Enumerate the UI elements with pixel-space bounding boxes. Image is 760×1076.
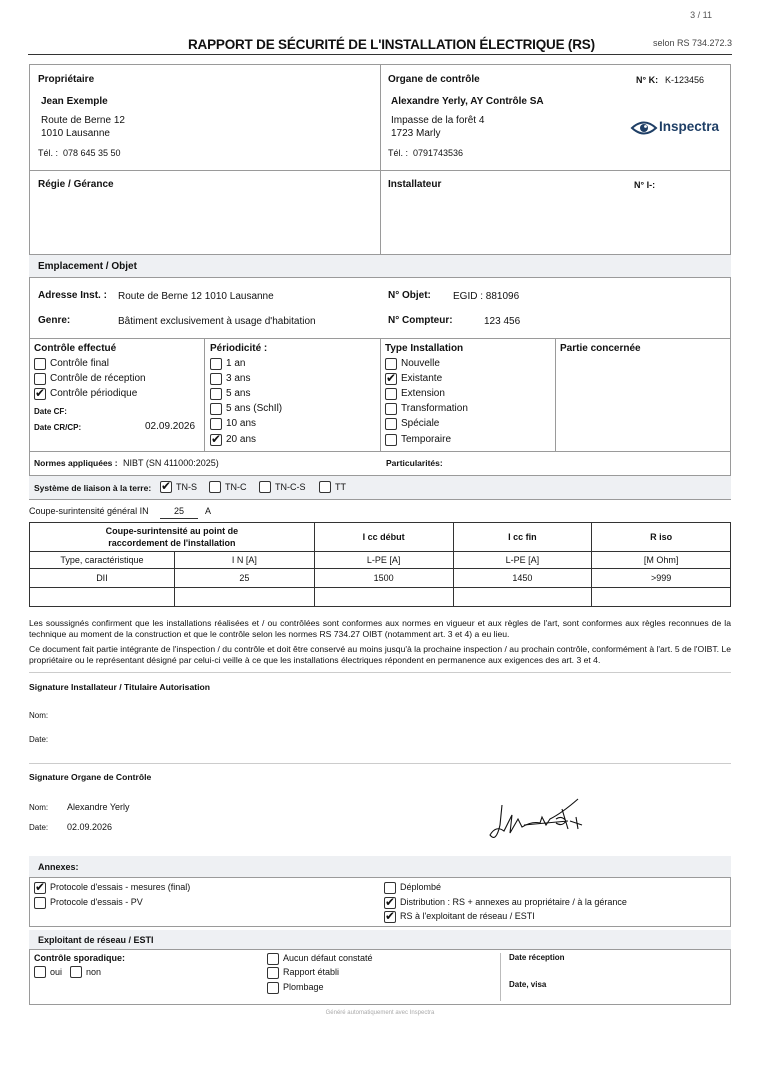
date-visa-label: Date, visa xyxy=(509,980,547,989)
address-label: Adresse Inst. : xyxy=(38,290,107,301)
control-body-tel-label: Tél. : xyxy=(388,148,409,158)
table-cell: 25 xyxy=(174,569,314,588)
annex-protocol-final-label: Protocole d'essais - mesures (final) xyxy=(50,882,191,892)
control-periodic-label: Contrôle périodique xyxy=(50,388,138,399)
table-cell: 1500 xyxy=(314,569,453,588)
breaker-label: Coupe-surintensité général IN xyxy=(29,506,149,516)
owner-heading: Propriétaire xyxy=(38,74,95,85)
sig-installer-name-label: Nom: xyxy=(29,711,49,720)
table-cell: L-PE [A] xyxy=(453,552,592,569)
owner-name: Jean Exemple xyxy=(41,96,108,107)
control-body-name: Alexandre Yerly, AY Contrôle SA xyxy=(391,96,544,107)
table-cell: I N [A] xyxy=(174,552,314,569)
checkbox-report-established[interactable] xyxy=(267,967,279,979)
divider xyxy=(500,953,501,1001)
owner-city: 1010 Lausanne xyxy=(41,128,110,139)
checkbox-type-extension[interactable] xyxy=(385,388,397,400)
sig-control-name: Alexandre Yerly xyxy=(67,802,130,812)
table-cell: DII xyxy=(30,569,175,588)
checkbox-type-existing[interactable] xyxy=(385,373,397,385)
annexes-band xyxy=(29,856,731,878)
installer-heading: Installateur xyxy=(388,179,442,190)
date-cr-label: Date CR/CP: xyxy=(34,423,82,432)
divider xyxy=(29,451,731,452)
header-breaker: Coupe-surintensité au point de raccordement de l'installation xyxy=(105,526,239,548)
handwritten-signature xyxy=(482,795,592,850)
location-heading: Emplacement / Objet xyxy=(38,261,137,272)
checkbox-annex-rs-network[interactable] xyxy=(384,911,396,923)
checkbox-annex-protocol-final[interactable] xyxy=(34,882,46,894)
table-cell xyxy=(174,588,314,607)
genre-value: Bâtiment exclusivement à usage d'habitation xyxy=(118,316,316,327)
table-row xyxy=(30,588,731,607)
annex-distribution-label: Distribution : RS + annexes au propriétaire / à la gérance xyxy=(400,897,627,907)
checkbox-sporadic-yes[interactable] xyxy=(34,966,46,978)
checkbox-type-new[interactable] xyxy=(385,358,397,370)
table-cell xyxy=(314,588,453,607)
address-value: Route de Berne 12 1010 Lausanne xyxy=(118,291,274,302)
sporadic-label: Contrôle sporadique: xyxy=(34,953,126,963)
footer-text: Généré automatiquement avec Inspectra xyxy=(325,1010,435,1016)
checkbox-tt[interactable] xyxy=(319,481,331,493)
genre-label: Genre: xyxy=(38,315,71,326)
checkbox-period-3[interactable] xyxy=(210,373,222,385)
checkbox-period-5-schil[interactable] xyxy=(210,403,222,415)
checkbox-sealing[interactable] xyxy=(267,982,279,994)
owner-street: Route de Berne 12 xyxy=(41,115,125,126)
inspectra-logo xyxy=(630,118,720,138)
page-title: RAPPORT DE SÉCURITÉ DE L'INSTALLATION ÉLECTRIQUE (RS) xyxy=(188,37,595,52)
table-cell: Type, caractéristique xyxy=(30,552,175,569)
checkbox-no-defect[interactable] xyxy=(267,953,279,965)
control-reception-label: Contrôle de réception xyxy=(50,373,146,384)
period-5-label: 5 ans xyxy=(226,388,251,399)
no-defect-label: Aucun défaut constaté xyxy=(283,953,373,963)
logo-text: Inspectra xyxy=(659,119,720,134)
checkbox-period-20[interactable] xyxy=(210,434,222,446)
sig-installer-date-label: Date: xyxy=(29,735,49,744)
owner-tel-label: Tél. : xyxy=(38,148,59,158)
page-number: 3 / 11 xyxy=(690,10,712,20)
reference-text: selon RS 734.272.3 xyxy=(652,38,732,48)
annex-deplombe-label: Déplombé xyxy=(400,882,442,892)
nk-label: N° K: xyxy=(636,75,659,85)
sig-installer-heading: Signature Installateur / Titulaire Autorisation xyxy=(29,682,210,692)
eye-logo-icon xyxy=(630,119,658,137)
tn-s-label: TN-S xyxy=(176,482,197,492)
title-rule xyxy=(28,54,732,55)
annex-rs-network-label: RS à l'exploitant de réseau / ESTI xyxy=(400,911,535,921)
table-header: I cc fin xyxy=(453,523,592,552)
table-cell xyxy=(30,588,175,607)
control-heading: Contrôle effectué xyxy=(34,343,117,354)
norms-label: Normes appliquées : xyxy=(34,458,118,468)
grounding-label: Système de liaison à la terre: xyxy=(34,483,152,493)
checkbox-control-reception[interactable] xyxy=(34,373,46,385)
install-type-heading: Type Installation xyxy=(385,343,464,354)
breaker-unit: A xyxy=(205,506,212,516)
period-5-schil-label: 5 ans (SchIl) xyxy=(226,403,283,414)
retention-paragraph: Ce document fait partie intégrante de l'inspection / du contrôle et doit être conservé au moins jusqu'à la prochaine inspection / au prochain contrôle, conformément à l'art. 5 de l'OIBT. Le propriétaire ou le représentant désigné par celui-ci veille à ce que les installations électriques répondent en permanence aux exigences des art. 3 et 4. xyxy=(29,644,731,665)
divider xyxy=(29,672,731,673)
object-label: N° Objet: xyxy=(388,290,431,301)
table-row xyxy=(30,569,731,588)
divider xyxy=(204,338,205,451)
sig-control-date-label: Date: xyxy=(29,823,49,832)
annex-protocol-pv-label: Protocole d'essais - PV xyxy=(50,897,143,907)
date-cr-value: 02.09.2026 xyxy=(145,421,196,432)
divider xyxy=(29,763,731,764)
table-cell xyxy=(453,588,592,607)
table-cell: [M Ohm] xyxy=(592,552,731,569)
particular-label: Particularités: xyxy=(386,458,443,468)
table-header xyxy=(30,523,315,552)
tn-c-s-label: TN-C-S xyxy=(275,482,306,492)
sig-control-name-label: Nom: xyxy=(29,803,49,812)
divider xyxy=(555,338,556,451)
table-header: R iso xyxy=(592,523,731,552)
checkbox-control-final[interactable] xyxy=(34,358,46,370)
table-cell: L-PE [A] xyxy=(314,552,453,569)
checkbox-annex-deplombe[interactable] xyxy=(384,882,396,894)
meter-label: N° Compteur: xyxy=(388,315,453,326)
network-heading: Exploitant de réseau / ESTI xyxy=(38,935,154,945)
owner-tel: 078 645 35 50 xyxy=(63,148,121,158)
sig-control-date: 02.09.2026 xyxy=(67,822,113,832)
nk-value: K-123456 xyxy=(665,75,705,85)
control-final-label: Contrôle final xyxy=(50,358,109,369)
sealing-label: Plombage xyxy=(283,982,324,992)
sporadic-no-label: non xyxy=(86,967,102,977)
declaration-paragraph: Les soussignés confirment que les installations réalisées et / ou contrôlées sont conformes aux normes en vigueur et aux règles de l'art, sont conformes aux règles reconnues de la technique au moment de la construction et que le contrôle selon les normes RS 734.27 OIBT (notamment art. 3 et 4) a eu lieu. xyxy=(29,618,731,639)
checkbox-annex-protocol-pv[interactable] xyxy=(34,897,46,909)
type-new-label: Nouvelle xyxy=(401,358,440,369)
divider xyxy=(380,338,381,451)
checkbox-tn-c[interactable] xyxy=(209,481,221,493)
period-1-label: 1 an xyxy=(226,358,246,369)
table-row xyxy=(30,552,731,569)
table-cell: >999 xyxy=(592,569,731,588)
checkbox-period-5[interactable] xyxy=(210,388,222,400)
table-cell xyxy=(592,588,731,607)
sig-control-heading: Signature Organe de Contrôle xyxy=(29,772,152,782)
ni-label: N° I-: xyxy=(634,180,656,190)
control-body-street: Impasse de la forêt 4 xyxy=(391,115,485,126)
divider xyxy=(380,64,381,254)
type-existing-label: Existante xyxy=(401,373,443,384)
part-heading: Partie concernée xyxy=(560,343,641,354)
checkbox-type-special[interactable] xyxy=(385,418,397,430)
checkbox-tn-c-s[interactable] xyxy=(259,481,271,493)
annexes-heading: Annexes: xyxy=(38,862,79,872)
norms-value: NIBT (SN 411000:2025) xyxy=(123,458,219,468)
checkbox-period-10[interactable] xyxy=(210,418,222,430)
sporadic-yes-label: oui xyxy=(50,967,63,977)
measurement-table xyxy=(29,522,731,607)
period-20-label: 20 ans xyxy=(226,434,257,445)
table-cell: 1450 xyxy=(453,569,592,588)
period-3-label: 3 ans xyxy=(226,373,251,384)
checkbox-type-temporary[interactable] xyxy=(385,434,397,446)
type-transformation-label: Transformation xyxy=(401,403,468,414)
checkbox-type-transformation[interactable] xyxy=(385,403,397,415)
control-body-heading: Organe de contrôle xyxy=(388,74,480,85)
periodicity-heading: Périodicité : xyxy=(210,343,268,354)
tn-c-label: TN-C xyxy=(225,482,247,492)
type-temporary-label: Temporaire xyxy=(401,434,452,445)
checkbox-control-periodic[interactable] xyxy=(34,388,46,400)
control-body-tel: 0791743536 xyxy=(413,148,464,158)
tt-label: TT xyxy=(335,482,346,492)
date-reception-label: Date réception xyxy=(509,953,565,962)
period-10-label: 10 ans xyxy=(226,418,257,429)
divider xyxy=(29,170,731,171)
meter-value: 123 456 xyxy=(484,316,521,327)
checkbox-tn-s[interactable] xyxy=(160,481,172,493)
control-body-city: 1723 Marly xyxy=(391,128,441,139)
breaker-value: 25 xyxy=(160,506,198,519)
checkbox-period-1[interactable] xyxy=(210,358,222,370)
checkbox-annex-distribution[interactable] xyxy=(384,897,396,909)
object-value: EGID : 881096 xyxy=(453,291,520,302)
checkbox-sporadic-no[interactable] xyxy=(70,966,82,978)
date-cf-label: Date CF: xyxy=(34,407,67,416)
type-special-label: Spéciale xyxy=(401,418,440,429)
report-established-label: Rapport établi xyxy=(283,967,340,977)
table-header: I cc début xyxy=(314,523,453,552)
regie-heading: Régie / Gérance xyxy=(38,179,114,190)
type-extension-label: Extension xyxy=(401,388,445,399)
